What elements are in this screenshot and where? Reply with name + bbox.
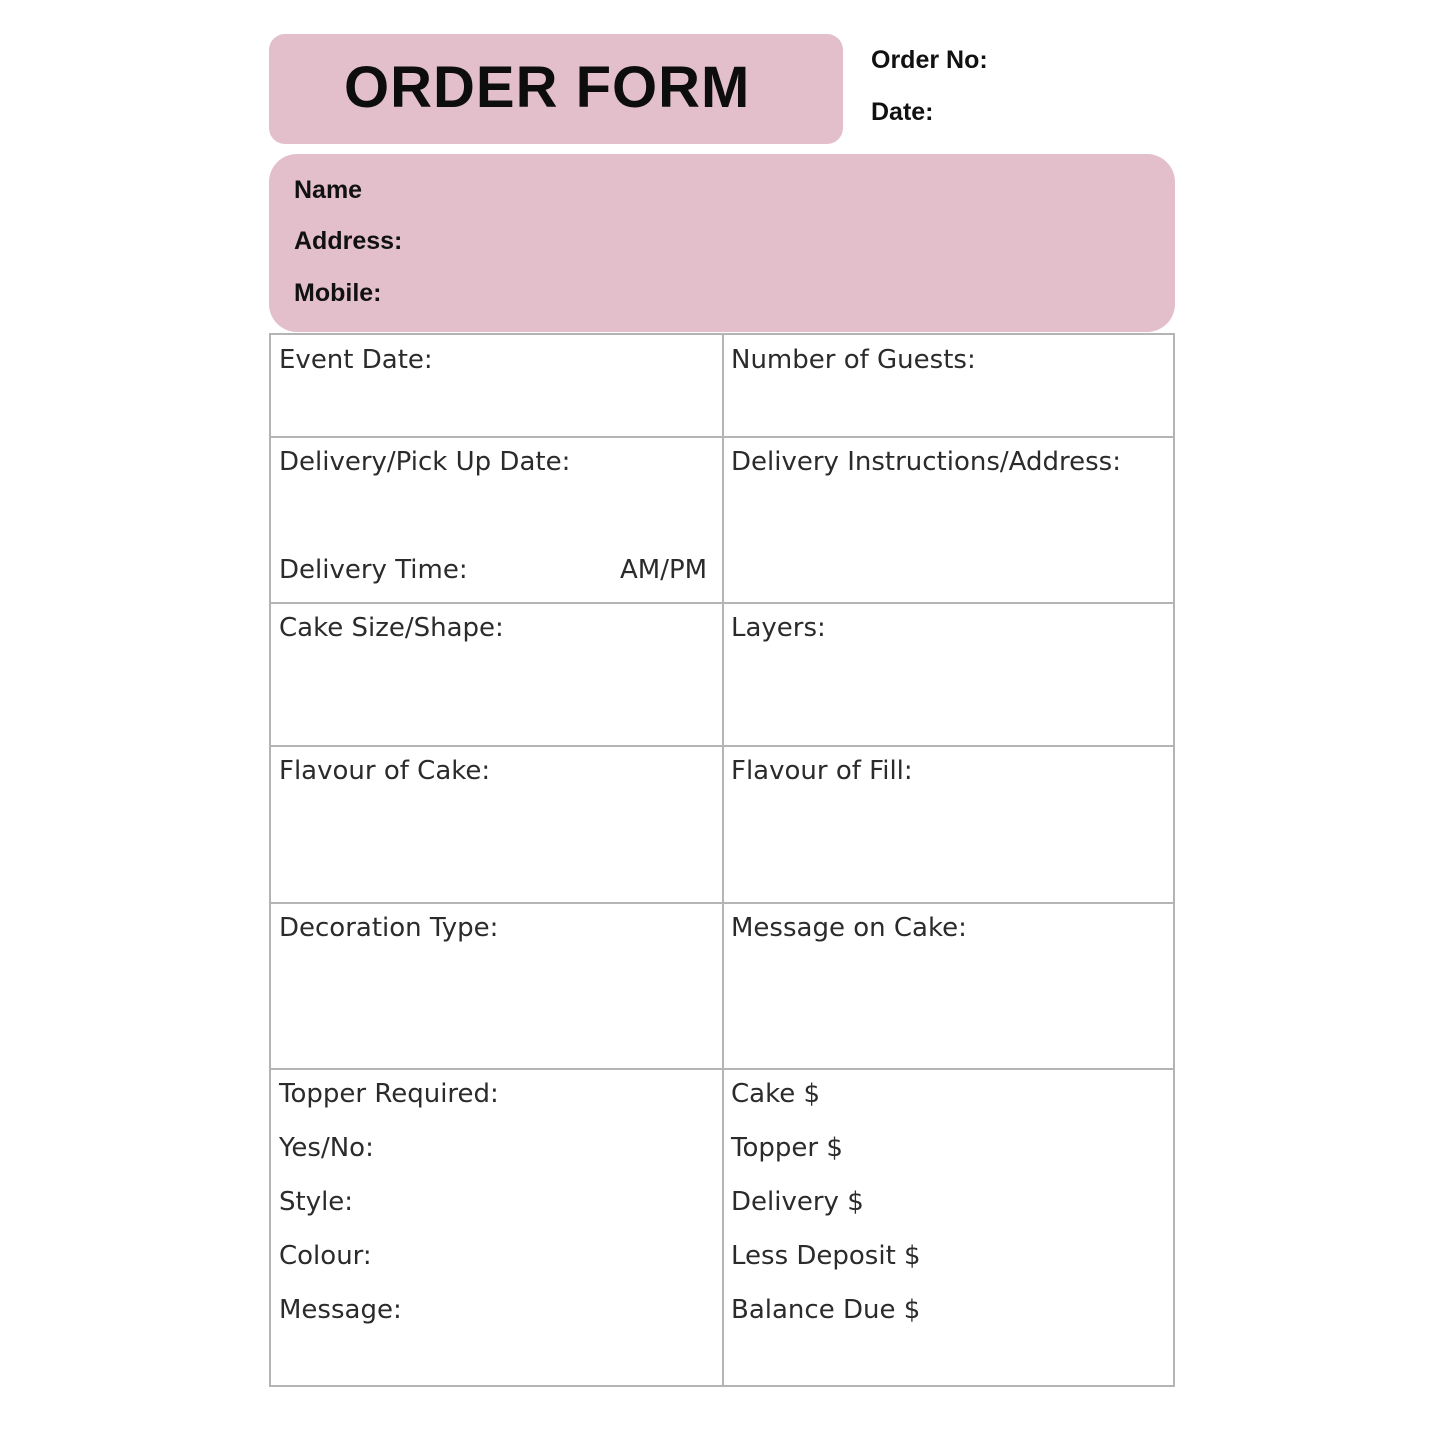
layers-label: Layers: (731, 613, 826, 643)
am-pm-label: AM/PM (620, 555, 708, 585)
order-number-label: Order No: (871, 46, 988, 74)
order-details-grid (269, 333, 1175, 1387)
delivery-time-label: Delivery Time: (279, 555, 468, 585)
page-title: ORDER FORM (344, 55, 751, 120)
date-label: Date: (871, 98, 934, 126)
topper-required-label: Topper Required: (279, 1079, 499, 1109)
topper-price-label: Topper $ (731, 1133, 843, 1163)
guests-label: Number of Guests: (731, 345, 976, 375)
delivery-price-label: Delivery $ (731, 1187, 864, 1217)
topper-yes-no-label: Yes/No: (279, 1133, 374, 1163)
delivery-instructions-label: Delivery Instructions/Address: (731, 447, 1121, 477)
name-label: Name (294, 176, 363, 204)
cake-size-label: Cake Size/Shape: (279, 613, 504, 643)
mobile-label: Mobile: (294, 279, 382, 307)
row-divider (271, 602, 1173, 604)
row-divider (271, 745, 1173, 747)
balance-due-label: Balance Due $ (731, 1295, 921, 1325)
row-divider (271, 902, 1173, 904)
delivery-date-label: Delivery/Pick Up Date: (279, 447, 571, 477)
message-on-cake-label: Message on Cake: (731, 913, 967, 943)
flavour-fill-label: Flavour of Fill: (731, 756, 913, 786)
column-divider (722, 335, 724, 1385)
row-divider (271, 1068, 1173, 1070)
customer-info-panel (269, 154, 1175, 332)
title-banner (269, 34, 843, 144)
row-divider (271, 436, 1173, 438)
topper-message-label: Message: (279, 1295, 402, 1325)
topper-colour-label: Colour: (279, 1241, 372, 1271)
cake-price-label: Cake $ (731, 1079, 821, 1109)
decoration-type-label: Decoration Type: (279, 913, 499, 943)
event-date-label: Event Date: (279, 345, 433, 375)
flavour-cake-label: Flavour of Cake: (279, 756, 491, 786)
topper-style-label: Style: (279, 1187, 354, 1217)
less-deposit-label: Less Deposit $ (731, 1241, 921, 1271)
address-label: Address: (294, 227, 403, 255)
